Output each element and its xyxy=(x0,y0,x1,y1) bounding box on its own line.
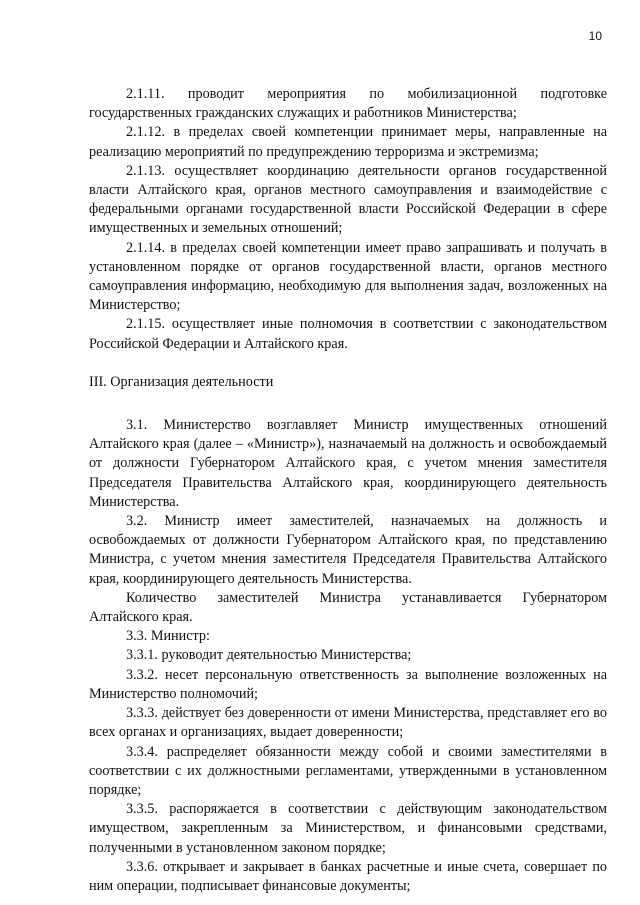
section-title: III. Организация деятельности xyxy=(89,373,274,390)
paragraph-3-3-4: 3.3.4. распределяет обязанности между собой и своими заместителями в соответствии с их должностными регламентами, утвержденными в установленном порядке; xyxy=(89,743,607,798)
paragraph-3-2: 3.2. Министр имеет заместителей, назначаемых на должность и освобождаемых от должности Губернатором Алтайского края, по представлению Министра, с учетом мнения заместителя Председателя Правительства Алтайского края, координирующего деятельность Министерства. xyxy=(89,513,607,587)
paragraph-3-3-2: 3.3.2. несет персональную ответственность за выполнение возложенных на Министерство полномочий; xyxy=(89,666,607,702)
paragraph-deputies-count: Количество заместителей Министра устанавливается Губернатором Алтайского края. xyxy=(89,589,607,626)
page-number: 10 xyxy=(588,29,602,43)
paragraph-2-1-11: 2.1.11. проводит мероприятия по мобилизационной подготовке государственных гражданских служащих и работников Министерства; xyxy=(89,86,607,122)
paragraph-2-1-14: 2.1.14. в пределах своей компетенции имеет право запрашивать и получать в установленном порядке от органов государственной власти, органов местного самоуправления информацию, необходимую для выполнения задач, возложенных на Министерство; xyxy=(89,239,607,314)
paragraph-3-3-6: 3.3.6. открывает и закрывает в банках расчетные и иные счета, совершает по ним операции, подписывает финансовые документы; xyxy=(89,858,607,894)
paragraph-3-3-3: 3.3.3. действует без доверенности от имени Министерства, представляет его во всех органах и организациях, выдает доверенности; xyxy=(89,705,607,741)
paragraph-3-3-5: 3.3.5. распоряжается в соответствии с действующим законодательством имуществом, закрепленным за Министерством, и финансовыми средствами, полученными в установленном законом порядке; xyxy=(89,801,607,856)
paragraph-2-1-15: 2.1.15. осуществляет иные полномочия в соответствии с законодательством Российской Федерации и Алтайского края. xyxy=(89,316,607,352)
paragraph-3-1: 3.1. Министерство возглавляет Министр имущественных отношений Алтайского края (далее – «Министр»), назначаемый на должность и освобождаемый от должности Губернатором Алтайского края, с учетом мнения заместителя Председателя Правительства Алтайского края, координирующего деятельность Министерства. xyxy=(89,417,607,510)
document-body xyxy=(89,85,607,896)
paragraph-2-1-12: 2.1.12. в пределах своей компетенции принимает меры, направленные на реализацию мероприятий по предупреждению терроризма и экстремизма; xyxy=(89,124,607,160)
paragraph-3-3-1: 3.3.1. руководит деятельностью Министерства; xyxy=(126,647,412,664)
paragraph-2-1-13: 2.1.13. осуществляет координацию деятельности органов государственной власти Алтайского края, органов местного самоуправления и взаимодействие с федеральными органами государственной власти Российской Федерации в сфере имущественных и земельных отношений; xyxy=(89,162,607,237)
paragraph-3-3: 3.3. Министр: xyxy=(126,628,210,645)
